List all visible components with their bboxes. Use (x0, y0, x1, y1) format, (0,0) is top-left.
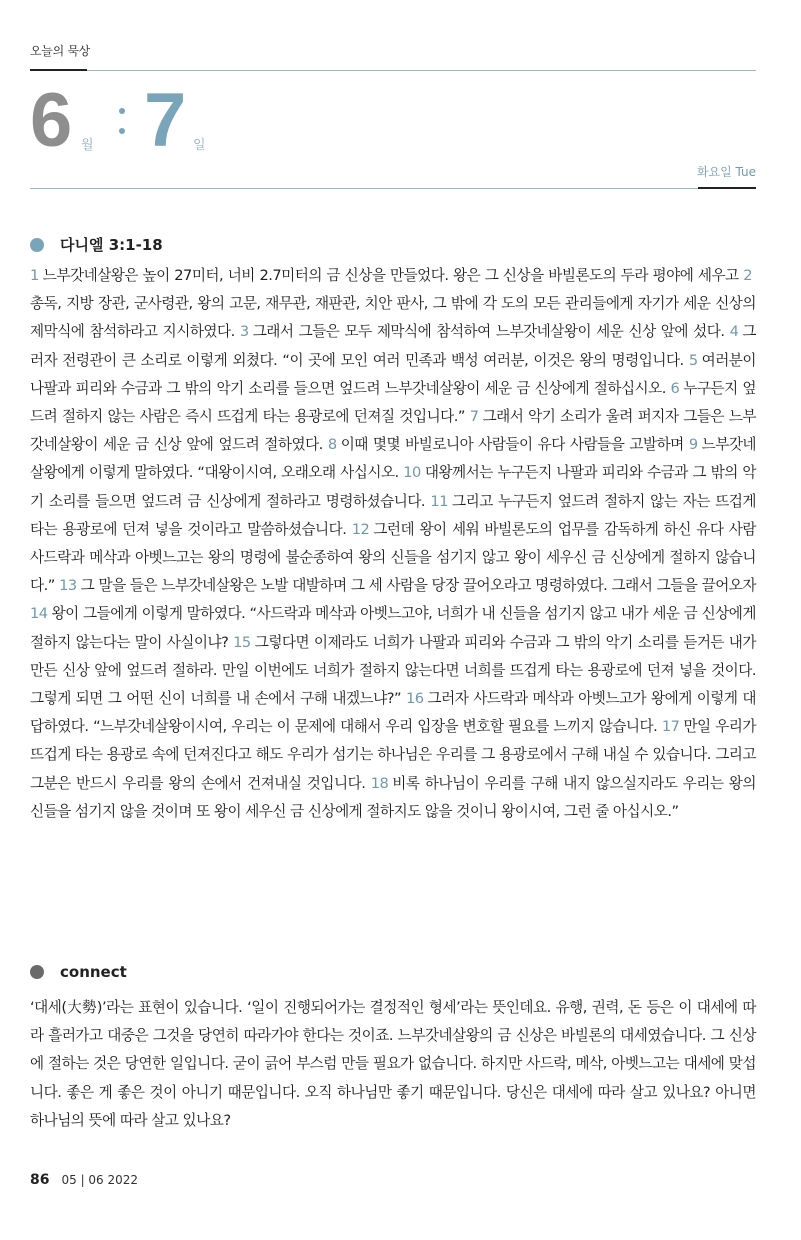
connect-heading (30, 963, 127, 981)
connect-title: connect (60, 963, 127, 981)
scripture-text (30, 262, 756, 826)
verse-number: 2 (743, 267, 752, 284)
verse-number: 18 (370, 774, 389, 792)
verse-text: 대왕께서는 누구든지 나팔과 피리와 수금과 그 밖의 악기 소리를 들으면 엎드려 금 신상에게 절하라고 명령하셨습니다. (30, 464, 756, 510)
day-unit: 일 (193, 138, 206, 153)
issue-date: 05 | 06 2022 (61, 1173, 139, 1187)
verse-number: 16 (405, 690, 424, 708)
weekday-label: 화요일 Tue (696, 165, 756, 179)
verse-text: 그리고 누구든지 엎드려 절하지 않는 자는 뜨겁게 타는 용광로에 던져 넣을 것이라고 말씀하셨습니다. (30, 492, 756, 538)
date-separator-icon (119, 104, 125, 138)
verse-number: 14 (30, 605, 48, 623)
verse-number: 15 (233, 633, 251, 651)
verse-text: 비록 하나님이 우리를 구해 내지 않으실지라도 우리는 왕의 신들을 섬기지 않을 것이며 또 왕이 세우신 금 신상에게 절하지도 않을 것이니 왕이시여, 그런 줄 아십시오.” (30, 774, 756, 820)
verse-number: 3 (239, 323, 249, 341)
verse-number: 5 (688, 351, 698, 369)
page-number: 86 (30, 1172, 50, 1188)
verse-text: 그렇다면 이제라도 너희가 나팔과 피리와 수금과 그 밖의 악기 소리를 듣거든 내가 만든 신상 앞에 엎드려 절하라. 만일 이번에도 너희가 절하지 않는다면 너희를 뜨겁게 타는 용광로에 던져 넣을 것이다. 그렇게 되면 그 어떤 신이 너희를 내 손에서 구해 내겠느냐?” (30, 633, 756, 708)
verse-text: 그래서 악기 소리가 울려 퍼지자 그들은 느부갓네살왕이 세운 금 신상 앞에 엎드려 절하였다. (30, 408, 757, 454)
day-number: 7 (144, 78, 185, 163)
page-footer (30, 1172, 138, 1188)
verse-number: 12 (351, 520, 370, 538)
verse-text: 그래서 그들은 모두 제막식에 참석하여 느부갓네살왕이 세운 신상 앞에 섰다. (252, 323, 725, 341)
verse-text: 여러분이 나팔과 피리와 수금과 그 밖의 악기 소리를 들으면 엎드려 느부갓네살왕이 세운 금 신상에게 절하십시오. (30, 351, 756, 397)
verse-text: 누구든지 엎드려 절하지 않는 사람은 즉시 뜨겁게 타는 용광로에 던져질 것입니다.” (30, 379, 756, 426)
verse-number: 4 (729, 323, 739, 341)
section-label: 오늘의 묵상 (30, 44, 90, 58)
month-number: 6 (30, 78, 71, 163)
verse-number: 13 (59, 577, 77, 595)
verse-number: 1 (30, 267, 39, 284)
verse-number: 10 (403, 464, 421, 482)
verse-text: 만일 우리가 뜨겁게 타는 용광로 속에 던져진다고 해도 우리가 섬기는 하나님은 우리를 그 용광로에서 구해 내실 수 있습니다. 그리고 그분은 반드시 우리를 왕의 손에서 건져내실 것입니다. (30, 718, 756, 792)
top-divider (87, 70, 756, 71)
scripture-heading (30, 234, 163, 255)
verse-number: 11 (430, 492, 448, 510)
verse-text: 이때 몇몇 바빌로니아 사람들이 유다 사람들을 고발하며 (340, 436, 684, 454)
connect-body: ‘대세(大勢)’라는 표현이 있습니다. ‘일이 진행되어가는 결정적인 형세’라는 뜻인데요. 유행, 권력, 돈 등은 이 대세에 따라 흘러가고 대중은 그것을 당연히 따라가야 한다는 것이죠. 느부갓네살왕의 금 신상은 바빌론의 대세였습니다. 그 신상에 절하는 것은 당연한 일입니다. 굳이 긁어 부스럼 만들 필요가 없습니다. 하지만 사드락, 메삭, 아벳느고는 대세에 맞섭니다. 좋은 게 좋은 것이 아니기 때문입니다. 오직 하나님만 좋기 때문입니다. 당신은 대세에 따라 살고 있나요? 아니면 하나님의 뜻에 따라 살고 있나요? (30, 999, 756, 1129)
verse-number: 17 (661, 718, 680, 736)
verse-text: 왕이 그들에게 이렇게 말하였다. “사드락과 메삭과 아벳느고야, 너희가 내 신들을 섬기지 않고 내가 세운 금 신상에게 절하지 않는다는 말이 사실이냐? (30, 605, 756, 651)
month-unit: 월 (81, 138, 94, 153)
verse-text: 그러자 전령관이 큰 소리로 이렇게 외쳤다. “이 곳에 모인 여러 민족과 백성 여러분, 이것은 왕의 명령입니다. (30, 323, 756, 369)
scripture-reference: 다니엘 3:1-18 (60, 236, 163, 254)
verse-number: 8 (327, 436, 337, 454)
verse-text: 그 말을 들은 느부갓네살왕은 노발 대발하며 그 세 사람을 당장 끌어오라고 명령하였다. 그래서 그들을 끌어오자 (80, 577, 757, 595)
verse-text: 총독, 지방 장관, 군사령관, 왕의 고문, 재무관, 재판관, 치안 판사, 그 밖에 각 도의 모든 관리들에게 자기가 세운 신상의 제막식에 참석하라고 지시하였다. (30, 295, 756, 341)
verse-number: 7 (469, 408, 479, 426)
verse-number: 9 (688, 436, 698, 454)
header-divider (30, 188, 698, 189)
verse-text: 그런데 왕이 세워 바빌론도의 업무를 감독하게 하신 유다 사람 사드락과 메삭과 아벳느고는 왕의 명령에 불순종하여 왕의 신들을 섬기지 않고 왕이 세우신 금 신상에게 절하지 않습니다.” (30, 520, 756, 595)
bullet-dot-icon (30, 238, 44, 252)
verse-text: 그러자 사드락과 메삭과 아벳느고가 왕에게 이렇게 대답하였다. “느부갓네살왕이시여, 우리는 이 문제에 대해서 우리 입장을 변호할 필요를 느끼지 않습니다. (30, 690, 756, 736)
bullet-dot-icon (30, 965, 44, 979)
section-label-underline (30, 69, 87, 71)
weekday-underline (698, 187, 756, 189)
verse-text: 느부갓네살왕에게 이렇게 말하였다. “대왕이시여, 오래오래 사십시오. (30, 436, 757, 482)
verse-number: 6 (670, 379, 680, 397)
verse-text: 느부갓네살왕은 높이 27미터, 너비 2.7미터의 금 신상을 만들었다. 왕은 그 신상을 바빌론도의 두라 평야에 세우고 (42, 267, 739, 284)
